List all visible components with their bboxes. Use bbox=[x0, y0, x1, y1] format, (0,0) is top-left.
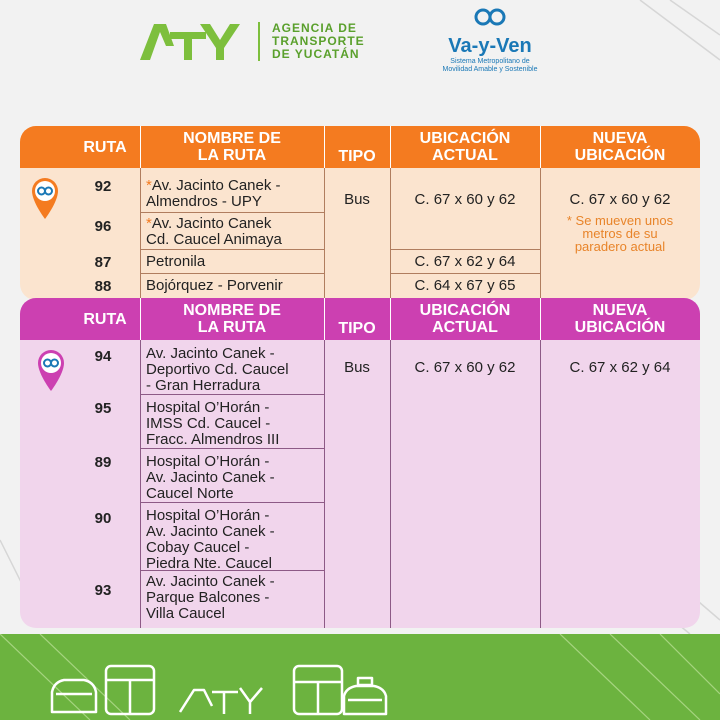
header-divider bbox=[324, 298, 325, 340]
header-nueva-line-1: NUEVA bbox=[592, 130, 648, 147]
header-nombre-line-2: LA RUTA bbox=[197, 319, 267, 336]
route-name-line: Av. Jacinto Canek - bbox=[151, 177, 281, 194]
route-name-line: Cd. Caucel Animaya bbox=[146, 231, 282, 248]
ubicacion-actual-value: C. 67 x 62 y 64 bbox=[414, 253, 516, 270]
route-number: 92 bbox=[94, 178, 112, 195]
header-tipo: TIPO bbox=[338, 319, 376, 337]
footer-vehicles-illustration bbox=[0, 634, 720, 720]
vayven-logo bbox=[426, 6, 554, 74]
route-number: 89 bbox=[94, 454, 112, 471]
column-divider bbox=[140, 168, 141, 300]
route-name-line: - Gran Herradura bbox=[146, 377, 261, 394]
tipo-value: Bus bbox=[344, 191, 370, 208]
magenta-route-table bbox=[20, 298, 700, 628]
vayven-name: Va-y-Ven bbox=[448, 35, 532, 57]
relocation-note bbox=[540, 214, 700, 253]
route-number: 87 bbox=[94, 254, 112, 271]
ubicacion-actual-value: C. 64 x 67 y 65 bbox=[414, 277, 516, 294]
header-nombre bbox=[140, 298, 324, 340]
route-name-line: Av. Jacinto Canek - bbox=[146, 345, 275, 362]
route-name bbox=[146, 508, 275, 572]
header-nombre-line-1: NOMBRE DE bbox=[183, 302, 281, 319]
row-divider bbox=[140, 502, 324, 503]
orange-table-header bbox=[20, 126, 700, 168]
route-name bbox=[146, 216, 282, 248]
agency-line-3: DE YUCATÁN bbox=[272, 47, 360, 61]
header-nueva-line-1: NUEVA bbox=[592, 302, 648, 319]
route-name-line: IMSS Cd. Caucel - bbox=[146, 415, 271, 432]
route-name: Petronila bbox=[146, 253, 206, 270]
row-divider bbox=[390, 249, 540, 250]
vayven-infinity-icon bbox=[473, 6, 507, 28]
row-divider bbox=[140, 249, 324, 250]
header-ruta: RUTA bbox=[83, 138, 127, 156]
route-number: 88 bbox=[94, 278, 112, 295]
nueva-ubicacion-value: C. 67 x 62 y 64 bbox=[569, 359, 671, 376]
header-nombre bbox=[140, 126, 324, 168]
note-line: paradero actual bbox=[574, 239, 666, 254]
route-name-line: Almendros - UPY bbox=[146, 193, 262, 210]
ubicacion-actual-value: C. 67 x 60 y 62 bbox=[414, 191, 516, 208]
route-name-line: Cobay Caucel - bbox=[146, 539, 250, 556]
route-name-line: Fracc. Almendros III bbox=[146, 431, 280, 448]
agency-line-2: TRANSPORTE bbox=[272, 34, 365, 48]
header-divider bbox=[140, 298, 141, 340]
note-line: * Se mueven unos bbox=[566, 213, 674, 228]
route-name-line: Villa Caucel bbox=[146, 605, 225, 622]
agency-line-1: AGENCIA DE bbox=[272, 21, 357, 35]
route-number: 96 bbox=[94, 218, 112, 235]
footer-banner bbox=[0, 634, 720, 720]
tipo-value: Bus bbox=[344, 359, 370, 376]
header-ubicacion-actual bbox=[390, 298, 540, 340]
header-divider bbox=[390, 126, 391, 168]
route-name-line: Av. Jacinto Canek - bbox=[146, 573, 275, 590]
agency-name bbox=[258, 22, 365, 61]
aty-logo bbox=[140, 24, 246, 60]
row-divider bbox=[140, 212, 324, 213]
route-name bbox=[146, 454, 275, 502]
route-name bbox=[146, 400, 279, 448]
header-actual-line-2: ACTUAL bbox=[432, 147, 498, 164]
header-divider bbox=[324, 126, 325, 168]
header-divider bbox=[540, 298, 541, 340]
row-divider bbox=[140, 273, 324, 274]
column-divider bbox=[390, 340, 391, 628]
route-number: 94 bbox=[94, 348, 112, 365]
header-divider bbox=[140, 126, 141, 168]
route-name-line: Hospital O’Horán - bbox=[146, 507, 270, 524]
asterisk-mark: * bbox=[146, 177, 152, 194]
header-ruta: RUTA bbox=[83, 310, 127, 328]
route-name bbox=[146, 178, 281, 210]
header-divider bbox=[540, 126, 541, 168]
header-divider bbox=[390, 298, 391, 340]
route-name-line: Parque Balcones - bbox=[146, 589, 270, 606]
route-name-line: Av. Jacinto Canek - bbox=[146, 469, 275, 486]
vayven-subtitle-2: Movilidad Amable y Sostenible bbox=[442, 66, 538, 73]
header-nombre-line-2: LA RUTA bbox=[197, 147, 267, 164]
route-name bbox=[146, 574, 275, 622]
header-nombre-line-1: NOMBRE DE bbox=[183, 130, 281, 147]
header-actual-line-2: ACTUAL bbox=[432, 319, 498, 336]
header-actual-line-1: UBICACIÓN bbox=[419, 302, 511, 319]
route-name-line: Av. Jacinto Canek - bbox=[146, 523, 275, 540]
nueva-ubicacion-value: C. 67 x 60 y 62 bbox=[569, 191, 671, 208]
route-name-line: Hospital O’Horán - bbox=[146, 399, 270, 416]
orange-route-table bbox=[20, 126, 700, 300]
row-divider bbox=[390, 273, 540, 274]
route-name-line: Deportivo Cd. Caucel bbox=[146, 361, 289, 378]
header-tipo: TIPO bbox=[338, 147, 376, 165]
column-divider bbox=[324, 340, 325, 628]
row-divider bbox=[140, 394, 324, 395]
route-number: 93 bbox=[94, 582, 112, 599]
header-nueva-line-2: UBICACIÓN bbox=[574, 147, 666, 164]
note-line: metros de su bbox=[582, 226, 658, 241]
asterisk-mark: * bbox=[146, 215, 152, 232]
route-name-line: Piedra Nte. Caucel bbox=[146, 555, 272, 572]
route-name-line: Hospital O’Horán - bbox=[146, 453, 270, 470]
route-number: 95 bbox=[94, 400, 112, 417]
route-name: Bojórquez - Porvenir bbox=[146, 277, 283, 294]
car-icon bbox=[52, 680, 96, 712]
header-ubicacion-actual bbox=[390, 126, 540, 168]
route-name-line: Av. Jacinto Canek bbox=[151, 215, 272, 232]
header bbox=[0, 0, 720, 100]
ubicacion-actual-value: C. 67 x 60 y 62 bbox=[414, 359, 516, 376]
orange-location-pin-icon bbox=[30, 176, 60, 220]
header-nueva-line-2: UBICACIÓN bbox=[574, 319, 666, 336]
magenta-location-pin-icon bbox=[36, 348, 66, 392]
column-divider bbox=[140, 340, 141, 628]
header-nueva-ubicacion bbox=[540, 126, 700, 168]
route-name bbox=[146, 346, 289, 394]
magenta-table-header bbox=[20, 298, 700, 340]
route-number: 90 bbox=[94, 510, 112, 527]
column-divider bbox=[324, 168, 325, 300]
header-actual-line-1: UBICACIÓN bbox=[419, 130, 511, 147]
row-divider bbox=[140, 448, 324, 449]
route-name-line: Caucel Norte bbox=[146, 485, 234, 502]
header-nueva-ubicacion bbox=[540, 298, 700, 340]
vayven-subtitle-1: Sistema Metropolitano de bbox=[450, 58, 530, 65]
column-divider bbox=[540, 340, 541, 628]
